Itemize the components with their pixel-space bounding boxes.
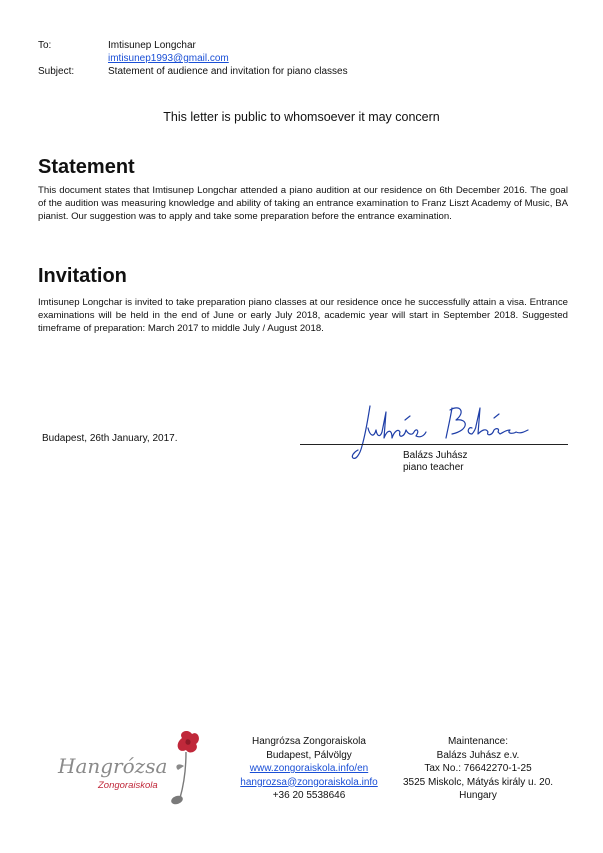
recipient-name: Imtisunep Longchar [108,40,196,51]
subject-text: Statement of audience and invitation for piano classes [108,66,348,77]
maintenance-company: Balázs Juhász e.v. [436,749,520,761]
invitation-heading: Invitation [38,265,127,287]
to-label: To: [38,40,52,51]
maintenance-address: 3525 Miskolc, Mátyás király u. 20. [402,776,554,788]
maintenance-tax: Tax No.: 76642270-1-25 [424,763,532,774]
school-website-link[interactable]: www.zongoraiskola.info/en [249,763,369,774]
rose-note-icon [168,728,208,808]
subject-label: Subject: [38,66,75,77]
public-notice: This letter is public to whomsoever it may concern [163,110,440,124]
school-name: Hangrózsa Zongoraiskola [252,736,366,747]
school-phone: +36 20 5538646 [272,790,346,801]
school-email-link[interactable]: hangrozsa@zongoraiskola.info [240,776,378,788]
recipient-email-link[interactable]: imtisunep1993@gmail.com [108,53,229,64]
school-contact [224,735,394,803]
school-logo [58,728,208,808]
place-date: Budapest, 26th January, 2017. [42,433,178,444]
maintenance-info [388,735,568,803]
signer-name: Balázs Juhász [403,450,468,461]
logo-script-text: Hangrózsa [58,754,168,778]
invitation-body: Imtisunep Longchar is invited to take preparation piano classes at our residence once he successfully attain a visa. Entrance examinations will be held in the end of June or early July 2018, academic year will start in September 2018. Suggested timeframe of preparation: March 2017 to middle July / August 2018. [38,297,568,334]
statement-body: This document states that Imtisunep Longchar attended a piano audition at our residence on 6th December 2016. The goal of the audition was measuring knowledge and ability of taking an entrance examination to Franz Liszt Academy of Music, BA pianist. Our suggestion was to apply and take some preparation before the entrance examination. [38,185,568,222]
school-location: Budapest, Pálvölgy [266,749,352,761]
signature-line [300,444,568,445]
statement-heading: Statement [38,156,135,178]
maintenance-country: Hungary [459,790,497,801]
logo-sub-text: Zongoraiskola [98,780,158,791]
maintenance-label: Maintenance: [447,736,509,747]
signer-title: piano teacher [403,462,464,473]
